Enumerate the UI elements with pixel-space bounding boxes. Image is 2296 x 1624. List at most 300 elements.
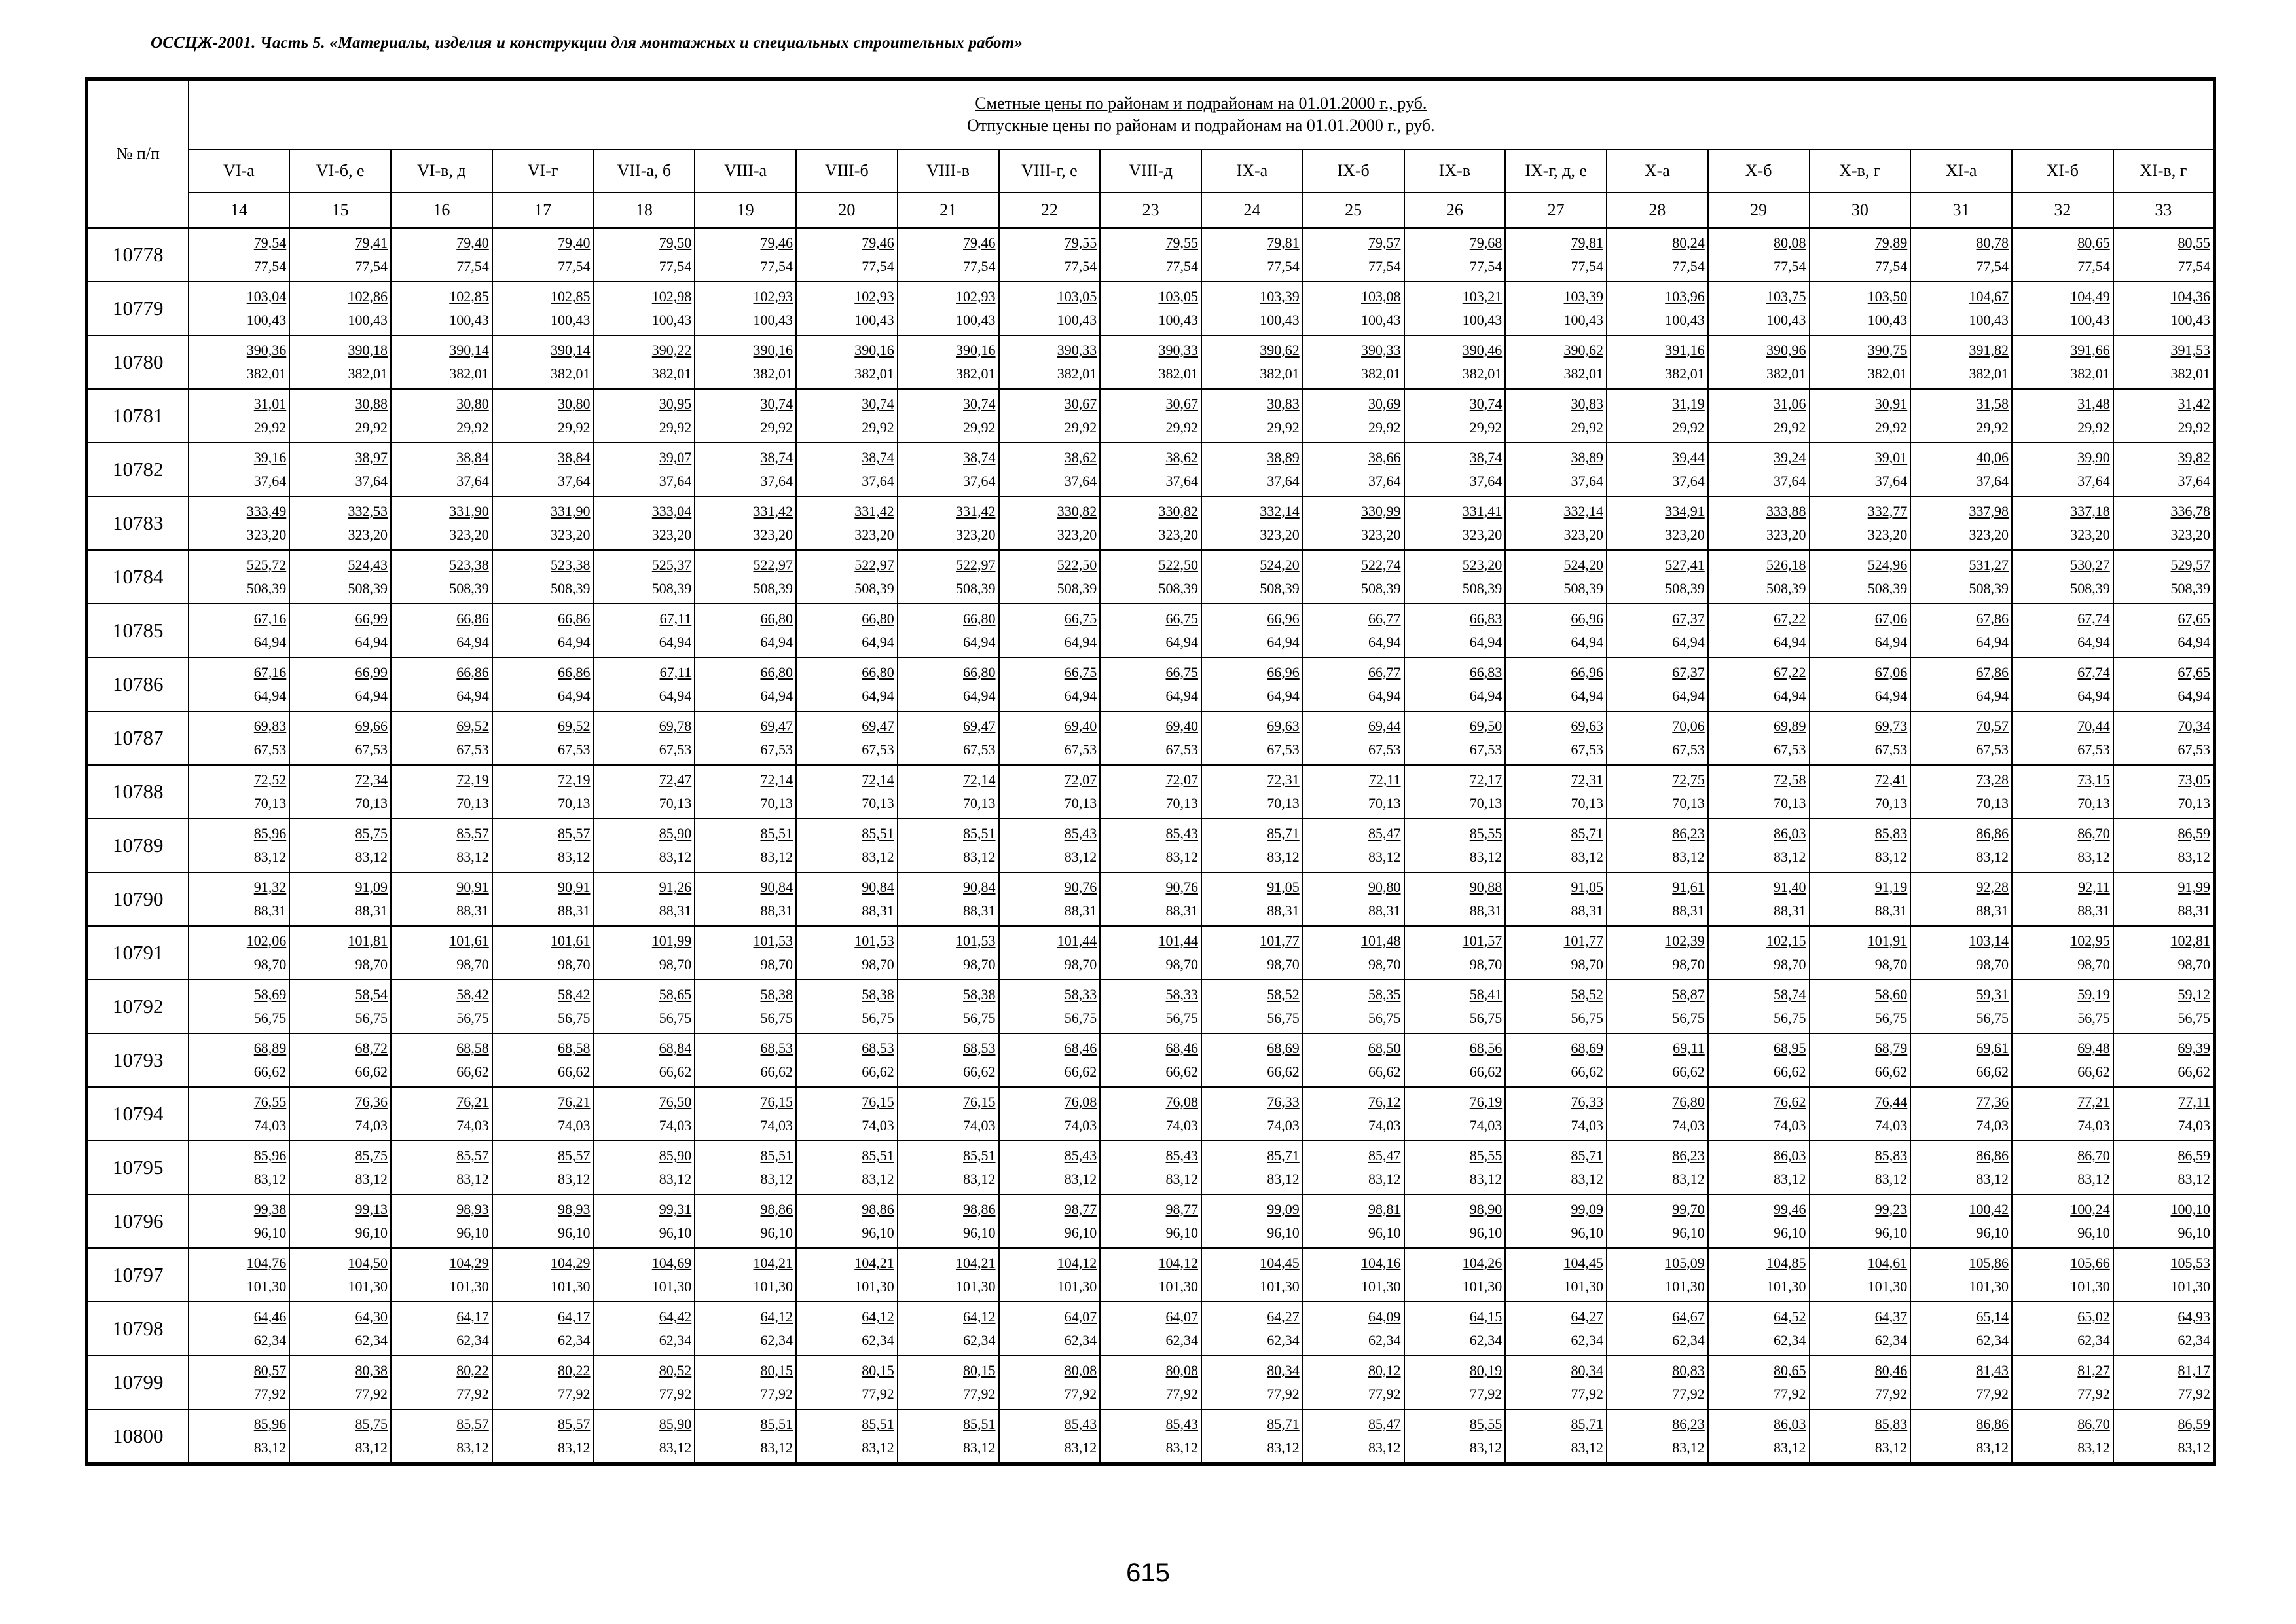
price-cell xyxy=(796,1194,898,1248)
price-cell xyxy=(1910,1356,2012,1409)
price-cell xyxy=(1910,604,2012,657)
price-cell xyxy=(898,1087,999,1141)
price-cell xyxy=(1910,496,2012,550)
release-price: 100,43 xyxy=(1867,312,1908,328)
estimate-price: 76,15 xyxy=(862,1094,894,1110)
estimate-price: 73,28 xyxy=(1976,771,2009,788)
price-cell xyxy=(898,819,999,872)
release-price: 382,01 xyxy=(854,365,894,382)
estimate-price: 66,86 xyxy=(456,610,489,627)
estimate-price: 98,86 xyxy=(760,1201,793,1217)
estimate-price: 80,34 xyxy=(1571,1362,1603,1378)
price-cell xyxy=(695,1141,796,1194)
table-row xyxy=(87,1141,2215,1194)
release-price: 96,10 xyxy=(456,1225,489,1241)
release-price: 83,12 xyxy=(862,849,894,865)
estimate-price: 66,75 xyxy=(1064,664,1097,680)
price-cell xyxy=(1201,1141,1303,1194)
estimate-price: 80,15 xyxy=(963,1362,996,1378)
price-cell xyxy=(1810,443,1911,496)
estimate-price: 331,90 xyxy=(551,503,591,519)
estimate-price: 85,75 xyxy=(355,825,388,841)
price-cell xyxy=(594,1302,695,1356)
price-cell xyxy=(391,1409,492,1464)
release-price: 70,13 xyxy=(760,795,793,811)
release-price: 96,10 xyxy=(558,1225,591,1241)
price-cell xyxy=(492,1248,594,1302)
release-price: 77,92 xyxy=(1874,1386,1908,1402)
estimate-price: 102,93 xyxy=(753,288,793,304)
estimate-price: 330,82 xyxy=(1158,503,1198,519)
estimate-price: 30,83 xyxy=(1571,396,1603,412)
estimate-price: 103,04 xyxy=(246,288,287,304)
release-price: 382,01 xyxy=(1969,365,2009,382)
release-price: 67,53 xyxy=(1571,741,1603,758)
release-price: 29,92 xyxy=(1774,419,1806,435)
price-cell xyxy=(1303,657,1404,711)
release-price: 98,70 xyxy=(760,956,793,972)
estimate-price: 72,52 xyxy=(253,771,287,788)
release-price: 382,01 xyxy=(2170,365,2211,382)
release-price: 77,54 xyxy=(963,258,996,274)
release-price: 37,64 xyxy=(1672,473,1705,489)
price-cell xyxy=(1708,872,1810,926)
estimate-price: 91,32 xyxy=(253,879,287,895)
estimate-price: 72,07 xyxy=(1064,771,1097,788)
price-cell xyxy=(189,926,290,980)
table-row xyxy=(87,872,2215,926)
price-cell xyxy=(391,335,492,389)
estimate-price: 66,86 xyxy=(558,664,591,680)
estimate-price: 330,99 xyxy=(1361,503,1401,519)
release-price: 37,64 xyxy=(760,473,793,489)
estimate-price: 65,02 xyxy=(2077,1308,2110,1325)
release-price: 37,64 xyxy=(1165,473,1198,489)
price-cell xyxy=(796,335,898,389)
release-price: 77,54 xyxy=(1267,258,1300,274)
item-number: 10786 xyxy=(87,657,189,711)
table-title-row xyxy=(87,79,2215,150)
price-cell xyxy=(1810,1141,1911,1194)
price-cell xyxy=(391,550,492,604)
release-price: 56,75 xyxy=(2077,1010,2110,1026)
estimate-price: 525,37 xyxy=(651,557,692,573)
release-price: 64,94 xyxy=(963,688,996,704)
release-price: 83,12 xyxy=(1165,1171,1198,1187)
estimate-price: 104,12 xyxy=(1158,1255,1198,1271)
estimate-price: 104,61 xyxy=(1867,1255,1908,1271)
estimate-price: 38,84 xyxy=(456,449,489,466)
release-price: 508,39 xyxy=(246,580,287,597)
estimate-price: 91,26 xyxy=(659,879,692,895)
estimate-price: 66,80 xyxy=(862,664,894,680)
release-price: 100,43 xyxy=(651,312,692,328)
estimate-price: 331,42 xyxy=(753,503,793,519)
price-cell xyxy=(1100,228,1201,282)
release-price: 323,20 xyxy=(2170,526,2211,543)
estimate-price: 30,91 xyxy=(1874,396,1908,412)
release-price: 508,39 xyxy=(1158,580,1198,597)
estimate-price: 69,39 xyxy=(2178,1040,2211,1056)
price-cell xyxy=(2113,657,2215,711)
estimate-price: 390,96 xyxy=(1766,342,1806,358)
release-price: 96,10 xyxy=(1672,1225,1705,1241)
estimate-price: 76,15 xyxy=(760,1094,793,1110)
estimate-price: 69,40 xyxy=(1165,718,1198,734)
release-price: 77,92 xyxy=(2178,1386,2211,1402)
estimate-price: 66,75 xyxy=(1064,610,1097,627)
release-price: 77,54 xyxy=(1976,258,2009,274)
price-cell xyxy=(2012,1141,2113,1194)
price-cell xyxy=(1910,711,2012,765)
price-cell xyxy=(1910,550,2012,604)
price-cell xyxy=(391,389,492,443)
release-price: 77,54 xyxy=(1469,258,1503,274)
release-price: 66,62 xyxy=(355,1063,388,1080)
price-cell xyxy=(289,926,391,980)
release-price: 100,43 xyxy=(1766,312,1806,328)
release-price: 101,30 xyxy=(246,1278,287,1295)
release-price: 64,94 xyxy=(1774,688,1806,704)
estimate-price: 69,63 xyxy=(1267,718,1300,734)
estimate-price: 79,89 xyxy=(1874,234,1908,251)
release-price: 382,01 xyxy=(1563,365,1603,382)
estimate-price: 85,57 xyxy=(558,1416,591,1432)
estimate-price: 72,58 xyxy=(1774,771,1806,788)
price-cell xyxy=(1810,711,1911,765)
price-cell xyxy=(796,926,898,980)
estimate-price: 103,39 xyxy=(1260,288,1300,304)
price-cell xyxy=(1708,980,1810,1033)
estimate-price: 85,47 xyxy=(1368,1147,1401,1164)
price-cell xyxy=(492,980,594,1033)
release-price: 29,92 xyxy=(2178,419,2211,435)
release-price: 83,12 xyxy=(253,1439,287,1456)
estimate-price: 72,75 xyxy=(1672,771,1705,788)
estimate-price: 101,81 xyxy=(348,932,388,949)
price-cell xyxy=(189,550,290,604)
price-cell xyxy=(898,228,999,282)
column-number: 26 xyxy=(1404,193,1506,228)
release-price: 67,53 xyxy=(1672,741,1705,758)
estimate-price: 77,21 xyxy=(2077,1094,2110,1110)
release-price: 70,13 xyxy=(253,795,287,811)
release-price: 77,54 xyxy=(2077,258,2110,274)
price-cell xyxy=(796,1141,898,1194)
estimate-price: 79,55 xyxy=(1165,234,1198,251)
estimate-price: 38,66 xyxy=(1368,449,1401,466)
release-price: 77,92 xyxy=(1976,1386,2009,1402)
release-price: 66,62 xyxy=(1571,1063,1603,1080)
price-cell xyxy=(1303,1302,1404,1356)
price-cell xyxy=(796,657,898,711)
price-cell xyxy=(1505,282,1607,335)
estimate-price: 81,17 xyxy=(2178,1362,2211,1378)
estimate-price: 85,47 xyxy=(1368,1416,1401,1432)
release-price: 77,92 xyxy=(1165,1386,1198,1402)
release-price: 70,13 xyxy=(1064,795,1097,811)
price-cell xyxy=(2012,980,2113,1033)
estimate-price: 69,52 xyxy=(558,718,591,734)
estimate-price: 525,72 xyxy=(246,557,287,573)
estimate-price: 102,98 xyxy=(651,288,692,304)
estimate-price: 58,41 xyxy=(1469,986,1503,1003)
estimate-price: 101,57 xyxy=(1462,932,1503,949)
estimate-price: 80,34 xyxy=(1267,1362,1300,1378)
price-cell xyxy=(2113,604,2215,657)
estimate-price: 30,74 xyxy=(862,396,894,412)
price-cell xyxy=(391,604,492,657)
release-price: 77,54 xyxy=(1672,258,1705,274)
estimate-price: 58,38 xyxy=(963,986,996,1003)
estimate-price: 66,80 xyxy=(963,610,996,627)
estimate-price: 91,61 xyxy=(1672,879,1705,895)
price-cell xyxy=(1708,1409,1810,1464)
price-cell xyxy=(1505,1194,1607,1248)
release-price: 96,10 xyxy=(659,1225,692,1241)
estimate-price: 390,16 xyxy=(753,342,793,358)
release-price: 323,20 xyxy=(1969,526,2009,543)
item-number: 10789 xyxy=(87,819,189,872)
price-cell xyxy=(1100,872,1201,926)
estimate-price: 85,43 xyxy=(1064,1416,1097,1432)
estimate-price: 90,91 xyxy=(456,879,489,895)
estimate-price: 66,96 xyxy=(1571,610,1603,627)
release-price: 64,94 xyxy=(355,688,388,704)
release-price: 88,31 xyxy=(1165,902,1198,919)
release-price: 88,31 xyxy=(1368,902,1401,919)
price-cell xyxy=(594,872,695,926)
price-cell xyxy=(1505,819,1607,872)
price-cell xyxy=(189,980,290,1033)
release-price: 88,31 xyxy=(1571,902,1603,919)
estimate-price: 58,87 xyxy=(1672,986,1705,1003)
release-price: 83,12 xyxy=(1469,1171,1503,1187)
price-cell xyxy=(1810,1302,1911,1356)
release-price: 83,12 xyxy=(2077,1171,2110,1187)
price-cell xyxy=(1303,1141,1404,1194)
price-cell xyxy=(898,1194,999,1248)
estimate-price: 39,16 xyxy=(253,449,287,466)
estimate-price: 90,80 xyxy=(1368,879,1401,895)
estimate-price: 522,50 xyxy=(1057,557,1097,573)
release-price: 64,94 xyxy=(1267,688,1300,704)
column-header: X-а xyxy=(1607,149,1708,193)
release-price: 64,94 xyxy=(963,634,996,650)
release-price: 64,94 xyxy=(1064,688,1097,704)
release-price: 508,39 xyxy=(348,580,388,597)
price-cell xyxy=(999,1141,1101,1194)
release-price: 62,34 xyxy=(1976,1332,2009,1348)
price-cell xyxy=(391,926,492,980)
estimate-price: 104,29 xyxy=(551,1255,591,1271)
price-cell xyxy=(1100,1248,1201,1302)
estimate-price: 80,57 xyxy=(253,1362,287,1378)
estimate-price: 66,77 xyxy=(1368,610,1401,627)
price-cell xyxy=(2113,1087,2215,1141)
estimate-price: 91,19 xyxy=(1874,879,1908,895)
release-price: 98,70 xyxy=(456,956,489,972)
price-cell xyxy=(391,980,492,1033)
estimate-price: 64,67 xyxy=(1672,1308,1705,1325)
estimate-price: 66,80 xyxy=(862,610,894,627)
release-price: 56,75 xyxy=(2178,1010,2211,1026)
price-cell xyxy=(1810,926,1911,980)
estimate-price: 104,21 xyxy=(854,1255,894,1271)
estimate-price: 59,31 xyxy=(1976,986,2009,1003)
estimate-price: 67,37 xyxy=(1672,664,1705,680)
release-price: 77,54 xyxy=(1774,258,1806,274)
price-cell xyxy=(1607,389,1708,443)
release-price: 67,53 xyxy=(1064,741,1097,758)
release-price: 83,12 xyxy=(253,849,287,865)
estimate-price: 103,05 xyxy=(1057,288,1097,304)
column-header: VI-в, д xyxy=(391,149,492,193)
estimate-price: 391,16 xyxy=(1665,342,1705,358)
price-cell xyxy=(492,1302,594,1356)
price-cell xyxy=(1505,443,1607,496)
estimate-price: 64,17 xyxy=(558,1308,591,1325)
price-cell xyxy=(289,657,391,711)
estimate-price: 100,10 xyxy=(2170,1201,2211,1217)
price-cell xyxy=(2012,282,2113,335)
column-header: IX-б xyxy=(1303,149,1404,193)
estimate-price: 103,14 xyxy=(1969,932,2009,949)
release-price: 66,62 xyxy=(456,1063,489,1080)
estimate-price: 66,80 xyxy=(760,610,793,627)
release-price: 88,31 xyxy=(2178,902,2211,919)
release-price: 62,34 xyxy=(1267,1332,1300,1348)
estimate-price: 337,98 xyxy=(1969,503,2009,519)
release-price: 67,53 xyxy=(558,741,591,758)
estimate-price: 104,50 xyxy=(348,1255,388,1271)
release-price: 382,01 xyxy=(348,365,388,382)
price-cell xyxy=(1910,335,2012,389)
release-price: 100,43 xyxy=(1158,312,1198,328)
estimate-price: 85,51 xyxy=(760,1147,793,1164)
release-price: 29,92 xyxy=(456,419,489,435)
estimate-price: 86,86 xyxy=(1976,825,2009,841)
estimate-price: 98,93 xyxy=(456,1201,489,1217)
release-price: 66,62 xyxy=(1368,1063,1401,1080)
table-row xyxy=(87,1248,2215,1302)
estimate-price: 69,73 xyxy=(1874,718,1908,734)
release-price: 56,75 xyxy=(963,1010,996,1026)
price-cell xyxy=(1505,1087,1607,1141)
release-price: 62,34 xyxy=(1064,1332,1097,1348)
estimate-price: 69,83 xyxy=(253,718,287,734)
price-cell xyxy=(898,443,999,496)
release-price: 508,39 xyxy=(1361,580,1401,597)
price-cell xyxy=(289,1356,391,1409)
price-cell xyxy=(1505,389,1607,443)
price-cell xyxy=(898,765,999,819)
column-header: VIII-в xyxy=(898,149,999,193)
price-cell xyxy=(1810,1194,1911,1248)
release-price: 66,62 xyxy=(1165,1063,1198,1080)
price-cell xyxy=(1910,1194,2012,1248)
price-cell xyxy=(898,657,999,711)
price-cell xyxy=(2113,980,2215,1033)
estimate-price: 390,62 xyxy=(1563,342,1603,358)
release-price: 100,43 xyxy=(246,312,287,328)
estimate-price: 68,46 xyxy=(1165,1040,1198,1056)
price-cell xyxy=(1708,1087,1810,1141)
release-price: 56,75 xyxy=(1774,1010,1806,1026)
estimate-price: 80,65 xyxy=(2077,234,2110,251)
column-header: VI-а xyxy=(189,149,290,193)
price-cell xyxy=(1404,711,1506,765)
release-price: 67,53 xyxy=(1368,741,1401,758)
release-price: 83,12 xyxy=(1874,1171,1908,1187)
estimate-price: 80,19 xyxy=(1469,1362,1503,1378)
estimate-price: 390,14 xyxy=(551,342,591,358)
release-price: 37,64 xyxy=(963,473,996,489)
estimate-price: 58,33 xyxy=(1064,986,1097,1003)
estimate-price: 336,78 xyxy=(2170,503,2211,519)
release-price: 101,30 xyxy=(1462,1278,1503,1295)
estimate-price: 105,09 xyxy=(1665,1255,1705,1271)
release-price: 100,43 xyxy=(753,312,793,328)
price-cell xyxy=(695,1302,796,1356)
price-cell xyxy=(189,819,290,872)
price-cell xyxy=(492,282,594,335)
estimate-price: 85,75 xyxy=(355,1416,388,1432)
estimate-price: 85,51 xyxy=(963,1147,996,1164)
price-cell xyxy=(594,819,695,872)
price-cell xyxy=(1303,228,1404,282)
release-price: 101,30 xyxy=(1361,1278,1401,1295)
price-cell xyxy=(1505,1409,1607,1464)
estimate-price: 80,52 xyxy=(659,1362,692,1378)
release-price: 323,20 xyxy=(1158,526,1198,543)
price-cell xyxy=(796,1248,898,1302)
release-price: 83,12 xyxy=(1672,1439,1705,1456)
price-cell xyxy=(1708,657,1810,711)
estimate-price: 68,72 xyxy=(355,1040,388,1056)
price-cell xyxy=(1201,1248,1303,1302)
release-price: 56,75 xyxy=(862,1010,894,1026)
release-price: 96,10 xyxy=(253,1225,287,1241)
release-price: 101,30 xyxy=(1665,1278,1705,1295)
release-price: 77,92 xyxy=(1267,1386,1300,1402)
estimate-price: 80,22 xyxy=(456,1362,489,1378)
estimate-price: 98,81 xyxy=(1368,1201,1401,1217)
release-price: 96,10 xyxy=(1469,1225,1503,1241)
column-header: XI-в, г xyxy=(2113,149,2215,193)
price-cell xyxy=(1201,228,1303,282)
estimate-price: 101,44 xyxy=(1158,932,1198,949)
release-price: 83,12 xyxy=(1368,1171,1401,1187)
release-price: 37,64 xyxy=(659,473,692,489)
estimate-price: 76,12 xyxy=(1368,1094,1401,1110)
price-cell xyxy=(492,657,594,711)
release-price: 29,92 xyxy=(1064,419,1097,435)
estimate-price: 76,50 xyxy=(659,1094,692,1110)
price-cell xyxy=(1810,1409,1911,1464)
price-cell xyxy=(2012,926,2113,980)
release-price: 88,31 xyxy=(456,902,489,919)
release-price: 83,12 xyxy=(355,1171,388,1187)
price-cell xyxy=(1404,1302,1506,1356)
price-cell xyxy=(695,550,796,604)
price-cell xyxy=(391,1033,492,1087)
estimate-price: 80,24 xyxy=(1672,234,1705,251)
estimate-price: 69,66 xyxy=(355,718,388,734)
estimate-price: 79,40 xyxy=(558,234,591,251)
table-title xyxy=(189,79,2215,150)
price-cell xyxy=(796,282,898,335)
